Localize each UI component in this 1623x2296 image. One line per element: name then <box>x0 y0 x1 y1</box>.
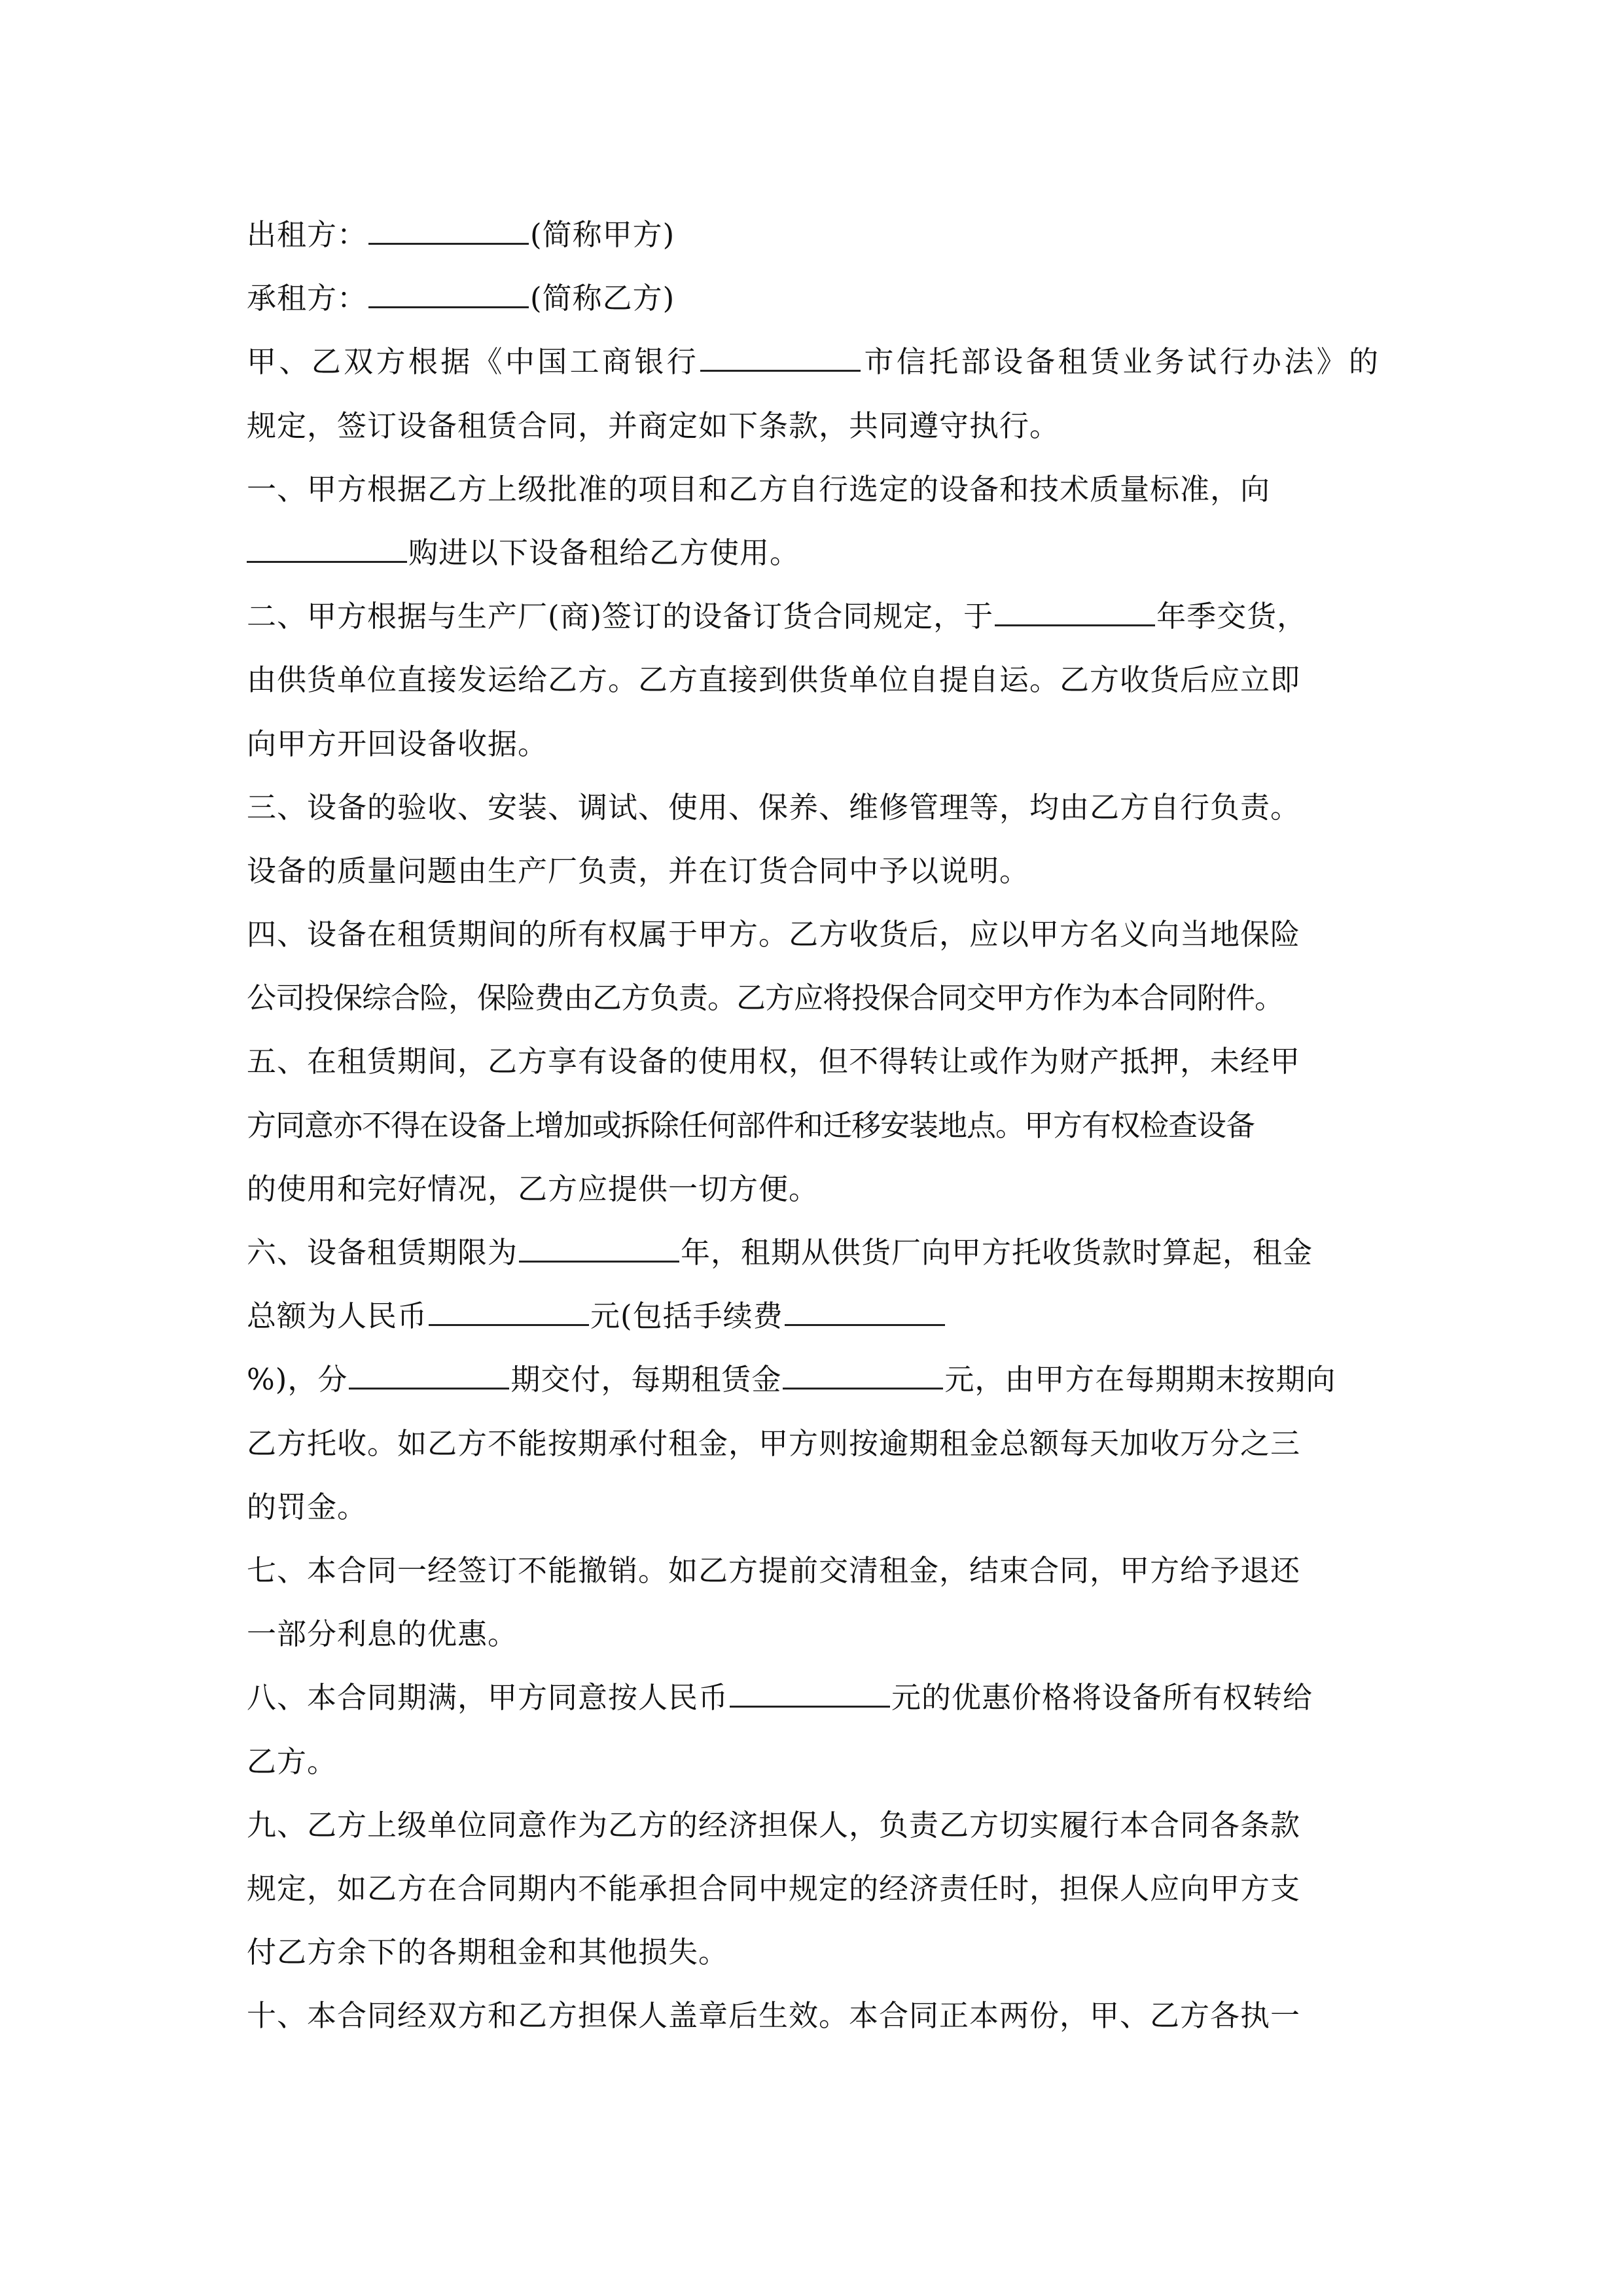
intro-line-1 <box>247 330 1379 393</box>
text: 七、本合同一经签订不能撤销。如乙方提前交清租金，结束合同，甲方给予退还 <box>247 1552 1301 1588</box>
lessee-line <box>247 266 1379 330</box>
text: 承租方： <box>247 281 368 316</box>
text: 规定，如乙方在合同期内不能承担合同中规定的经济责任时，担保人应向甲方支 <box>247 1871 1301 1906</box>
text: 规定，签订设备租赁合同，并商定如下条款，共同遵守执行。 <box>247 408 1060 443</box>
clause-8-line-2 <box>247 1730 1379 1793</box>
clause-9-line-1 <box>247 1793 1379 1857</box>
text: 的罚金。 <box>247 1489 368 1524</box>
clause-5-line-3 <box>247 1157 1379 1221</box>
clause-3-line-2 <box>247 839 1379 903</box>
text: 二、甲方根据与生产厂(商)签订的设备订货合同规定，于 <box>247 599 994 634</box>
text: 总额为人民币 <box>247 1299 428 1334</box>
clause-10-line-1 <box>247 1984 1379 2047</box>
clause-6-line-5 <box>247 1475 1379 1539</box>
clause-6-line-1 <box>247 1221 1379 1284</box>
text: (简称乙方) <box>530 281 675 316</box>
contract-page <box>247 203 1379 2047</box>
text: 设备的质量问题由生产厂负责，并在订货合同中予以说明。 <box>247 853 1030 888</box>
text: 三、设备的验收、安装、调试、使用、保养、维修管理等，均由乙方自行负责。 <box>247 789 1301 825</box>
fill-blank[interactable] <box>700 344 861 372</box>
fill-blank[interactable] <box>730 1679 890 1708</box>
text: %)，分 <box>247 1362 348 1397</box>
clause-8-line-1 <box>247 1666 1379 1729</box>
clause-6-line-2 <box>247 1284 1379 1348</box>
text: 元，由甲方在每期期末按期向 <box>944 1362 1336 1397</box>
text: 九、乙方上级单位同意作为乙方的经济担保人，负责乙方切实履行本合同各条款 <box>247 1807 1301 1842</box>
clause-7-line-2 <box>247 1602 1379 1666</box>
fill-blank[interactable] <box>995 598 1155 626</box>
fill-blank[interactable] <box>783 1361 943 1390</box>
lessor-line <box>247 203 1379 266</box>
clause-9-line-3 <box>247 1920 1379 1984</box>
clause-9-line-2 <box>247 1857 1379 1920</box>
fill-blank[interactable] <box>519 1234 679 1263</box>
text: 购进以下设备租给乙方使用。 <box>408 535 800 570</box>
text: 期交付，每期租赁金 <box>510 1362 782 1397</box>
text: 方同意亦不得在设备上增加或拆除任何部件和迁移安装地点。甲方有权检查设备 <box>247 1107 1255 1143</box>
text: 甲、乙双方根据《中国工商银行 <box>247 344 700 380</box>
text: 元(包括手续费 <box>590 1299 783 1334</box>
clause-5-line-1 <box>247 1030 1379 1093</box>
text: 四、设备在租赁期间的所有权属于甲方。乙方收货后，应以甲方名义向当地保险 <box>247 917 1301 952</box>
clause-2-line-1 <box>247 584 1379 648</box>
text: 一部分利息的优惠。 <box>247 1617 518 1652</box>
text: 年季交货， <box>1156 599 1308 634</box>
text: 六、设备租赁期限为 <box>247 1235 518 1270</box>
text: 的使用和完好情况，乙方应提供一切方便。 <box>247 1171 819 1206</box>
text: 出租方： <box>247 217 368 252</box>
clause-4-line-2 <box>247 966 1379 1030</box>
intro-line-2 <box>247 394 1379 457</box>
text: (简称甲方) <box>530 217 675 252</box>
text: 乙方托收。如乙方不能按期承付租金，甲方则按逾期租金总额每天加收万分之三 <box>247 1426 1301 1461</box>
text: 十、本合同经双方和乙方担保人盖章后生效。本合同正本两份，甲、乙方各执一 <box>247 1998 1301 2034</box>
text: 元的优惠价格将设备所有权转给 <box>891 1680 1313 1715</box>
text: 一、甲方根据乙方上级批准的项目和乙方自行选定的设备和技术质量标准，向 <box>247 471 1271 507</box>
clause-1-line-1 <box>247 457 1379 521</box>
fill-blank[interactable] <box>368 217 529 245</box>
text: 向甲方开回设备收据。 <box>247 726 548 761</box>
fill-blank[interactable] <box>429 1298 589 1326</box>
clause-4-line-1 <box>247 903 1379 966</box>
clause-3-line-1 <box>247 776 1379 839</box>
text: 由供货单位直接发运给乙方。乙方直接到供货单位自提自运。乙方收货后应立即 <box>247 662 1301 698</box>
clause-6-line-4 <box>247 1412 1379 1475</box>
clause-2-line-2 <box>247 648 1379 711</box>
text: 市信托部设备租赁业务试行办法》的 <box>862 344 1379 380</box>
text: 八、本合同期满，甲方同意按人民币 <box>247 1680 729 1715</box>
fill-blank[interactable] <box>785 1298 945 1326</box>
clause-1-line-2 <box>247 521 1379 584</box>
fill-blank[interactable] <box>349 1361 509 1390</box>
clause-5-line-2 <box>247 1094 1379 1157</box>
text: 五、在租赁期间，乙方享有设备的使用权，但不得转让或作为财产抵押，未经甲 <box>247 1044 1301 1079</box>
text: 乙方。 <box>247 1744 338 1779</box>
clause-7-line-1 <box>247 1539 1379 1602</box>
clause-6-line-3 <box>247 1348 1379 1411</box>
clause-2-line-3 <box>247 712 1379 776</box>
fill-blank[interactable] <box>247 535 407 563</box>
text: 年，租期从供货厂向甲方托收货款时算起，租金 <box>681 1235 1313 1270</box>
fill-blank[interactable] <box>368 280 529 308</box>
text: 公司投保综合险，保险费由乙方负责。乙方应将投保合同交甲方作为本合同附件。 <box>247 980 1284 1016</box>
text: 付乙方余下的各期租金和其他损失。 <box>247 1935 729 1970</box>
